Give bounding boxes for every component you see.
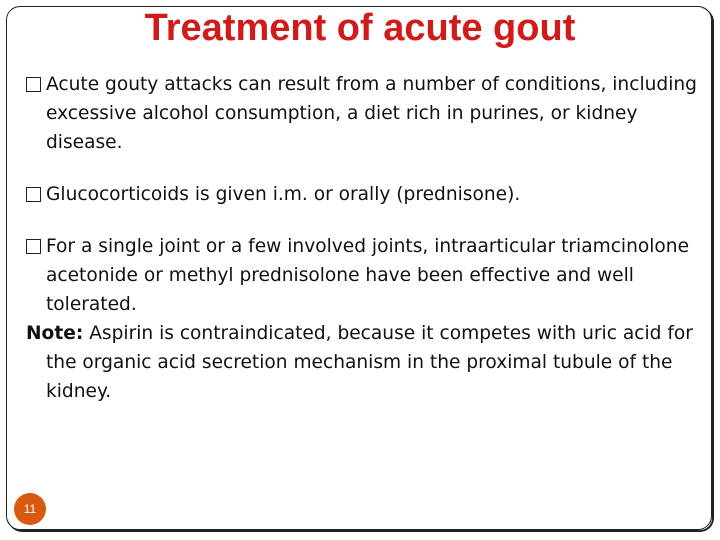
bullet-text: Glucocorticoids is given i.m. or orally (prednisone). [46,184,521,205]
note-label: Note: [26,323,84,344]
bullet-item [26,232,702,319]
bullet-text: Acute gouty attacks can result from a number of conditions, including excessive alcohol consumption, a diet rich in purines, or kidney disease. [46,74,697,153]
bullet-item [26,180,702,209]
checkbox-bullet-icon [26,77,41,92]
bullet-text: For a single joint or a few involved joints, intraarticular triamcinolone acetonide or methyl prednisolone have been effective and well tolerated. [46,236,690,315]
slide-content [26,70,702,406]
checkbox-bullet-icon [26,187,41,202]
note-text: Aspirin is contraindicated, because it competes with uric acid for the organic acid secretion mechanism in the proximal tubule of the kidney. [46,323,693,402]
note-paragraph [26,319,702,406]
bullet-item [26,70,702,157]
checkbox-bullet-icon [26,239,41,254]
slide-title: Treatment of acute gout [144,7,576,49]
page-number-badge: 11 [14,493,46,525]
